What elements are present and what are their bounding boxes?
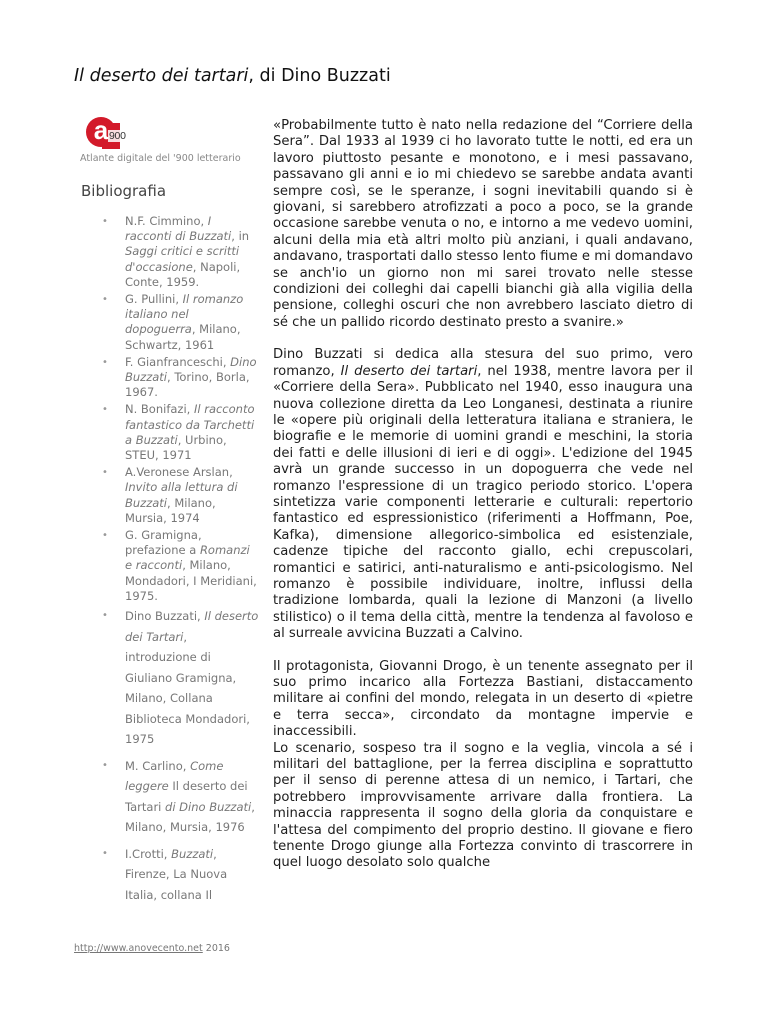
paragraph-intro: Dino Buzzati si dedica alla stesura del suo primo, vero romanzo, Il deserto dei tartari, nel 1938, mentre lavora per il «Corriere della Sera». Pubblicato nel 1940, esso inaugura una nuova collezione diretta da Leo Longanesi, destinata a riunire le «opere più originali della letteratura italiana e straniera, le biografie e le memorie di uomini grandi e meschini, la storia dei fatti e delle illusioni di ieri e di oggi». L'edizione del 1945 avrà un grande successo in un dopoguerra che vede nel romanzo l'espressione di un tragico periodo storico. L'opera sintetizza varie componenti letterarie e culturali: repertorio fantastico ed espressionistico (riferimenti a Hoffmann, Poe, Kafka), dimensione allegorico-simbolica ed esistenziale, cadenze tipiche del racconto giallo, echi crepuscolari, romantici e satirici, anti-naturalismo e anti-psicologismo. Nel romanzo è possibile individuare, inoltre, influssi della tradizione lombarda, quali la lezione di Manzoni (a livello stilistico) o il tema della città, mentre la tendenza al favoloso e al surreale avvicina Buzzati a Calvino. (273, 347, 693, 642)
bibliography-item: • N. Bonifazi, Il racconto fantastico da Tarchetti a Buzzati, Urbino, STEU, 1971 (98, 402, 260, 463)
bibliography-item: • Dino Buzzati, Il deserto dei Tartari, introduzione di Giuliano Gramigna, Milano, Collana Biblioteca Mondadori, 1975 (98, 606, 260, 750)
page-title (74, 66, 391, 86)
footer-year: 2016 (202, 943, 230, 954)
bibliography-heading: Bibliografia (81, 182, 167, 200)
footer (74, 943, 230, 954)
bibliography-item: • I.Crotti, Buzzati, Firenze, La Nuova Italia, collana Il (98, 844, 260, 906)
paragraph-protagonist: Il protagonista, Giovanni Drogo, è un tenente assegnato per il suo primo incarico alla Fortezza Bastiani, distaccamento militare ai confini del mondo, relegata in un deserto di «pietre e terra secca», circondato da montagne impervie e inaccessibili. (273, 658, 693, 740)
title-book: Il deserto dei tartari (74, 66, 249, 86)
bibliography-item: • F. Gianfranceschi, Dino Buzzati, Torino, Borla, 1967. (98, 355, 260, 401)
bibliography-list (98, 214, 260, 911)
article-body (273, 118, 693, 872)
title-author: , di Dino Buzzati (248, 66, 391, 86)
bibliography-item: • M. Carlino, Come leggere Il deserto dei Tartari di Dino Buzzati, Milano, Mursia, 1976 (98, 756, 260, 838)
bibliography-item: • G. Pullini, Il romanzo italiano nel dopoguerra, Milano, Schwartz, 1961 (98, 292, 260, 353)
logo-letter: a (86, 117, 116, 147)
logo-year: 900 (109, 130, 126, 142)
bibliography-item: • G. Gramigna, prefazione a Romanzi e racconti, Milano, Mondadori, I Meridiani, 1975. (98, 528, 260, 604)
logo-tagline: Atlante digitale del '900 letterario (80, 153, 241, 164)
bibliography-item: • A.Veronese Arslan, Invito alla lettura di Buzzati, Milano, Mursia, 1974 (98, 465, 260, 526)
bibliography-item: • N.F. Cimmino, I racconti di Buzzati, in Saggi critici e scritti d'occasione, Napoli, Conte, 1959. (98, 214, 260, 290)
paragraph-setting: Lo scenario, sospeso tra il sogno e la veglia, vincola a sé i militari del battaglione, per la ferrea disciplina e soprattutto per il senso di perenne attesa di un nemico, i Tartari, che potrebbero improvvisamente arrivare dalla frontiera. La minaccia rappresenta il sogno della gloria da conquistare e l'attesa del compimento del proprio destino. Il giovane e fiero tenente Drogo giunge alla Fortezza convinto di trascorrere in quel luogo desolato solo qualche (273, 740, 693, 871)
footer-link[interactable]: http://www.anovecento.net (74, 943, 203, 954)
logo (86, 117, 146, 151)
paragraph-quote: «Probabilmente tutto è nato nella redazione del “Corriere della Sera”. Dal 1933 al 1939 ci ho lavorato tutte le notti, ed era un lavoro piuttosto pesante e monotono, e i mesi passavano, passavano gli anni e io mi chiedevo se sarebbe andata avanti sempre così, se le speranze, i sogni inevitabili quando si è giovani, si sarebbero atrofizzati a poco a poco, se la grande occasione sarebbe venuta o no, e intorno a me vedevo uomini, alcuni della mia età altri molto più anziani, i quali andavano, andavano, trasportati dallo stesso lento fiume e mi domandavo se anch'io un giorno non mi sarei trovato nelle stesse condizioni dei colleghi dai capelli bianchi già alla vigilia della pensione, colleghi oscuri che non avrebbero lasciato dietro di sé che un pallido ricordo destinato presto a svanire.» (273, 118, 693, 330)
